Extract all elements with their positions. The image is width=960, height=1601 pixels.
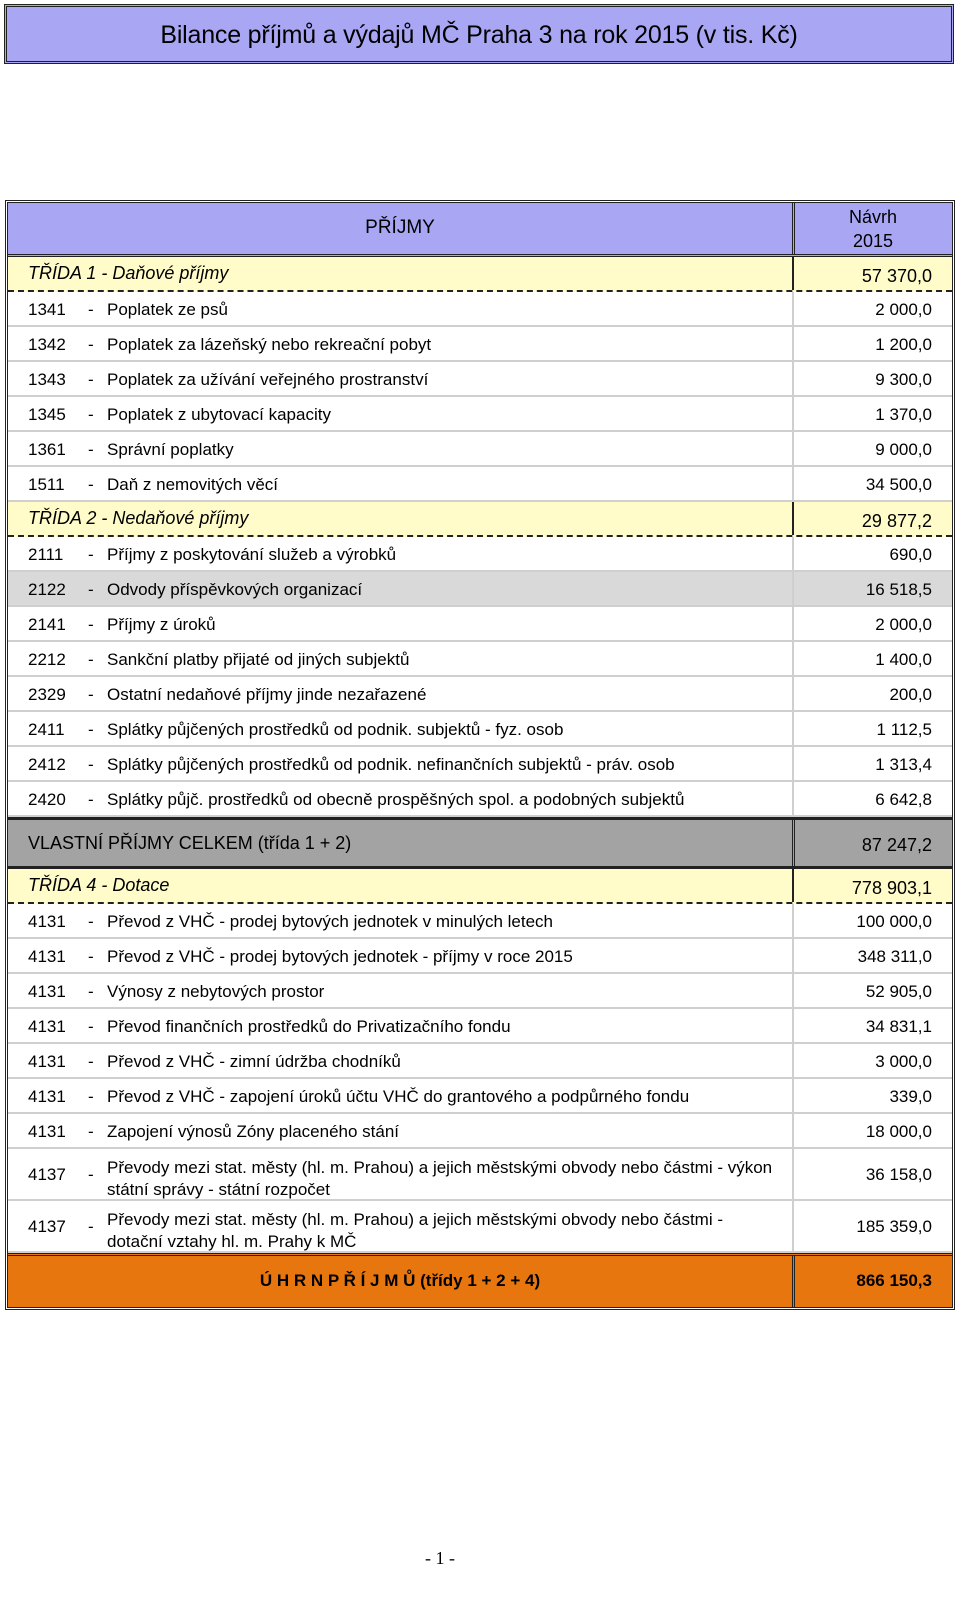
item-value: 1 313,4 — [875, 755, 932, 774]
table-row — [8, 1114, 952, 1149]
item-label: Poplatek ze psů — [107, 300, 228, 319]
item-value: 34 500,0 — [865, 475, 932, 494]
item-dash: - — [88, 1087, 94, 1106]
item-value: 1 370,0 — [875, 405, 932, 424]
item-label: Splátky půjčených prostředků od podnik. subjektů - fyz. osob — [107, 720, 564, 739]
item-value: 6 642,8 — [875, 790, 932, 809]
item-dash: - — [88, 405, 94, 424]
item-code: 2141 — [28, 615, 66, 634]
table-row — [8, 432, 952, 467]
page-title-box — [4, 4, 954, 64]
item-label: Správní poplatky — [107, 440, 234, 459]
class-2-rows — [8, 537, 952, 817]
grand-total-label: Ú H R N P Ř Í J M Ů (třídy 1 + 2 + 4) — [259, 1271, 541, 1290]
item-dash: - — [88, 1052, 94, 1071]
item-label: Převod z VHČ - zapojení úroků účtu VHČ do grantového a podpůrného fondu — [107, 1087, 690, 1106]
table-row — [8, 747, 952, 782]
item-code: 4131 — [28, 912, 66, 931]
item-code: 4131 — [28, 1087, 66, 1106]
item-code: 1361 — [28, 440, 66, 459]
item-dash: - — [88, 370, 94, 389]
item-label: Zapojení výnosů Zóny placeného stání — [107, 1122, 400, 1141]
class-label: TŘÍDA 1 - Daňové příjmy — [28, 263, 229, 283]
item-label: Sankční platby přijaté od jiných subjektů — [107, 650, 410, 669]
table-row — [8, 974, 952, 1009]
table-row — [8, 1009, 952, 1044]
item-dash: - — [88, 947, 94, 966]
table-row — [8, 1079, 952, 1114]
item-code: 4131 — [28, 947, 66, 966]
item-dash: - — [88, 440, 94, 459]
table-row — [8, 782, 952, 817]
class-1-rows — [8, 292, 952, 502]
item-label: Poplatek za užívání veřejného prostranství — [107, 370, 429, 389]
item-label: Výnosy z nebytových prostor — [107, 982, 325, 1001]
header-proposal-label: Návrh — [848, 207, 897, 227]
item-dash: - — [88, 650, 94, 669]
table-row — [8, 1044, 952, 1079]
item-value: 1 200,0 — [875, 335, 932, 354]
item-code: 2411 — [28, 720, 65, 739]
item-dash: - — [88, 790, 94, 809]
table-row — [8, 537, 952, 572]
class-4-header — [8, 869, 952, 904]
item-dash: - — [88, 720, 94, 739]
item-value: 348 311,0 — [857, 947, 932, 966]
item-code: 2122 — [28, 580, 66, 599]
item-code: 1341 — [28, 300, 66, 319]
item-value: 18 000,0 — [865, 1122, 932, 1141]
item-label: Odvody příspěvkových organizací — [107, 580, 363, 599]
item-label: Převod finančních prostředků do Privatizačního fondu — [107, 1017, 511, 1036]
item-value: 16 518,5 — [865, 580, 932, 599]
item-code: 1345 — [28, 405, 66, 424]
page-number: - 1 - — [425, 1548, 455, 1568]
table-row — [8, 572, 952, 607]
item-label: Daň z nemovitých věcí — [107, 475, 279, 494]
item-dash: - — [88, 1165, 94, 1184]
item-code: 4137 — [28, 1217, 66, 1236]
item-value: 339,0 — [889, 1087, 932, 1106]
grand-total-row — [8, 1253, 952, 1307]
class-label: TŘÍDA 2 - Nedaňové příjmy — [28, 508, 249, 528]
class-label: TŘÍDA 4 - Dotace — [28, 875, 170, 895]
item-dash: - — [88, 300, 94, 319]
item-value: 9 300,0 — [875, 370, 932, 389]
item-code: 1342 — [28, 335, 66, 354]
item-code: 1511 — [28, 475, 65, 494]
item-dash: - — [88, 982, 94, 1001]
item-code: 2420 — [28, 790, 66, 809]
item-code: 4131 — [28, 1122, 66, 1141]
header-proposal — [794, 205, 952, 253]
item-code: 4131 — [28, 1017, 66, 1036]
own-income-total-row — [8, 817, 952, 869]
item-code: 4137 — [28, 1165, 66, 1184]
item-code: 4131 — [28, 1052, 66, 1071]
table-row — [8, 1201, 952, 1253]
item-dash: - — [88, 615, 94, 634]
item-code: 2329 — [28, 685, 66, 704]
table-row — [8, 467, 952, 502]
item-label: Ostatní nedaňové příjmy jinde nezařazené — [107, 685, 427, 704]
table-row — [8, 607, 952, 642]
table-row — [8, 642, 952, 677]
item-value: 3 000,0 — [875, 1052, 932, 1071]
item-code: 2212 — [28, 650, 66, 669]
own-income-total-label: VLASTNÍ PŘÍJMY CELKEM (třída 1 + 2) — [28, 833, 352, 853]
item-dash: - — [88, 1122, 94, 1141]
item-code: 2412 — [28, 755, 66, 774]
item-label: Příjmy z poskytování služeb a výrobků — [107, 545, 397, 564]
item-dash: - — [88, 580, 94, 599]
table-row — [8, 1149, 952, 1201]
table-row — [8, 677, 952, 712]
item-value: 690,0 — [889, 545, 932, 564]
item-value: 1 400,0 — [875, 650, 932, 669]
table-row — [8, 362, 952, 397]
item-value: 1 112,5 — [876, 720, 932, 739]
item-dash: - — [88, 1017, 94, 1036]
table-header — [8, 203, 952, 257]
item-label: Splátky půjč. prostředků od obecně prospěšných spol. a podobných subjektů — [107, 790, 685, 809]
table-row — [8, 327, 952, 362]
item-dash: - — [88, 685, 94, 704]
table-row — [8, 397, 952, 432]
item-value: 200,0 — [889, 685, 932, 704]
item-value: 185 359,0 — [856, 1217, 932, 1236]
item-value: 2 000,0 — [875, 615, 932, 634]
item-dash: - — [88, 475, 94, 494]
item-dash: - — [88, 335, 94, 354]
own-income-total-value: 87 247,2 — [861, 835, 932, 855]
item-label: Převod z VHČ - prodej bytových jednotek - příjmy v roce 2015 — [107, 947, 573, 966]
class-2-header — [8, 502, 952, 537]
table-row — [8, 292, 952, 327]
item-label: Poplatek z ubytovací kapacity — [107, 405, 331, 424]
item-dash: - — [88, 912, 94, 931]
header-proposal-year: 2015 — [852, 231, 894, 251]
item-label: Poplatek za lázeňský nebo rekreační pobyt — [107, 335, 432, 354]
grand-total-value: 866 150,3 — [856, 1271, 932, 1290]
table-row — [8, 904, 952, 939]
class-value: 29 877,2 — [861, 511, 932, 531]
item-label: Splátky půjčených prostředků od podnik. nefinančních subjektů - práv. osob — [107, 755, 675, 774]
item-value: 34 831,1 — [865, 1017, 932, 1036]
item-dash: - — [88, 545, 94, 564]
item-dash: - — [88, 1217, 94, 1236]
item-dash: - — [88, 755, 94, 774]
header-income-label: PŘÍJMY — [365, 217, 435, 238]
item-value: 2 000,0 — [875, 300, 932, 319]
item-value: 36 158,0 — [865, 1165, 932, 1184]
item-code: 1343 — [28, 370, 66, 389]
page-title: Bilance příjmů a výdajů MČ Praha 3 na rok 2015 (v tis. Kč) — [160, 21, 798, 49]
class-value: 57 370,0 — [861, 266, 932, 286]
item-label: Převody mezi stat. městy (hl. m. Prahou) a jejich městskými obvody nebo částmi - výkon státní správy - státní rozpočet — [107, 1158, 773, 1199]
item-label: Převody mezi stat. městy (hl. m. Prahou) a jejich městskými obvody nebo částmi - dotační vztahy hl. m. Prahy k MČ — [107, 1210, 723, 1251]
income-table — [5, 200, 955, 1310]
class-1-header — [8, 257, 952, 292]
class-4-rows — [8, 904, 952, 1253]
item-value: 9 000,0 — [875, 440, 932, 459]
table-row — [8, 939, 952, 974]
item-label: Příjmy z úroků — [107, 615, 216, 634]
class-value: 778 903,1 — [851, 878, 932, 898]
table-row — [8, 712, 952, 747]
item-code: 2111 — [28, 545, 64, 564]
item-code: 4131 — [28, 982, 66, 1001]
item-value: 100 000,0 — [856, 912, 932, 931]
item-label: Převod z VHČ - zimní údržba chodníků — [107, 1052, 401, 1071]
item-label: Převod z VHČ - prodej bytových jednotek v minulých letech — [107, 912, 553, 931]
item-value: 52 905,0 — [865, 982, 932, 1001]
